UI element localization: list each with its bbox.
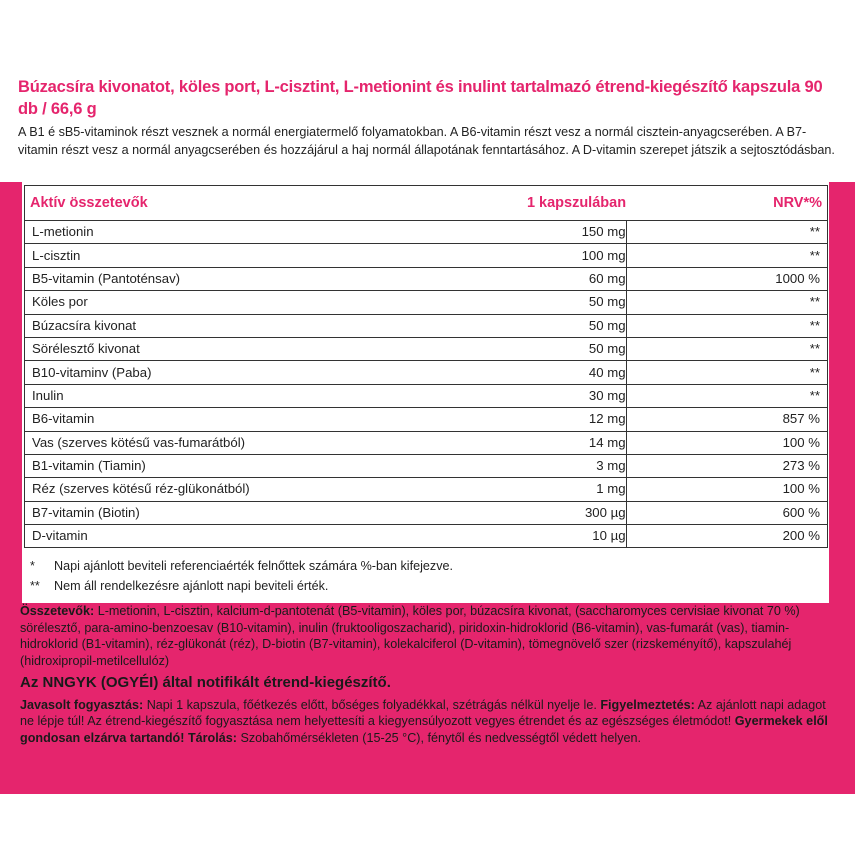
health-claims: A B1 é sB5-vitaminok részt vesznek a normál energiatermelő folyamatokban. A B6-vitamin részt vesz a normál cisztein-anyagcserében. A B7-vitamin részt vesz a normál anyagcserében és hozzájárul a haj normál állapotának fenntartásához. A D-vitamin szerepet játszik a sejtosztódásban.	[18, 125, 835, 157]
footnote	[30, 556, 820, 576]
ingredient-quantity: 30 mg	[392, 384, 626, 407]
ingredient-name: B10-vitaminv (Paba)	[25, 361, 393, 384]
ingredient-nrv: **	[626, 337, 827, 360]
ingredient-quantity: 10 µg	[392, 525, 626, 548]
ingredient-name: B6-vitamin	[25, 408, 393, 431]
header-per-capsule: 1 kapszulában	[392, 186, 626, 221]
ingredient-quantity: 100 mg	[392, 244, 626, 267]
table-row	[25, 244, 828, 267]
footnote	[30, 576, 820, 596]
ingredient-quantity: 50 mg	[392, 291, 626, 314]
nutrition-table-body	[25, 221, 828, 548]
ingredient-quantity: 60 mg	[392, 267, 626, 290]
ingredient-nrv: 1000 %	[626, 267, 827, 290]
ingredient-quantity: 50 mg	[392, 314, 626, 337]
ingredient-name: L-cisztin	[25, 244, 393, 267]
ingredient-nrv: **	[626, 361, 827, 384]
ingredient-nrv: **	[626, 384, 827, 407]
ingredients-text: L-metionin, L-cisztin, kalcium-d-pantotenát (B5-vitamin), köles por, búzacsíra kivonat, (saccharomyces cervisiae kivonat 70 %) sörélesztő, para-amino-benzoesav (B10-vitamin), inulin (fruktooligoszacharid), piridoxin-hidroklorid (B6-vitamin), vas-fumarát (vas), tiamin-hidroklorid (B1-vitamin), réz-glükonát (réz), D-biotin (B7-vitamin), kolekalciferol (D-vitamin), tömegnövelő szer (rizskeményítő), kapszulahéj (hidroxipropil-metilcellulóz)	[20, 604, 800, 668]
table-row	[25, 478, 828, 501]
ingredient-name: Inulin	[25, 384, 393, 407]
storage-label: Tárolás:	[187, 730, 237, 745]
ingredient-quantity: 300 µg	[392, 501, 626, 524]
ingredient-nrv: 273 %	[626, 454, 827, 477]
footnotes	[30, 556, 820, 596]
ingredient-quantity: 50 mg	[392, 337, 626, 360]
footnote-mark: *	[30, 559, 35, 573]
ingredient-name: Vas (szerves kötésű vas-fumarátból)	[25, 431, 393, 454]
ingredient-quantity: 1 mg	[392, 478, 626, 501]
ingredient-name: L-metionin	[25, 221, 393, 244]
product-details	[20, 603, 835, 746]
ingredient-nrv: **	[626, 291, 827, 314]
ingredient-nrv: 857 %	[626, 408, 827, 431]
ingredient-nrv: **	[626, 314, 827, 337]
warning-label: Figyelmeztetés:	[600, 697, 695, 712]
ingredient-nrv: 100 %	[626, 431, 827, 454]
ingredient-name: Réz (szerves kötésű réz-glükonátból)	[25, 478, 393, 501]
children-warning: Gyermekek elől gondosan elzárva tartandó!	[20, 714, 828, 745]
table-row	[25, 221, 828, 244]
footnote-text: Nem áll rendelkezésre ajánlott napi beviteli érték.	[54, 579, 329, 593]
nutrition-table	[24, 185, 828, 548]
ingredient-quantity: 3 mg	[392, 454, 626, 477]
table-row	[25, 267, 828, 290]
table-row	[25, 525, 828, 548]
header-active-ingredients: Aktív összetevők	[25, 186, 393, 221]
usage-label: Javasolt fogyasztás:	[20, 697, 144, 712]
table-row	[25, 384, 828, 407]
product-title: Búzacsíra kivonatot, köles port, L-cisztint, L-metionint és inulint tartalmazó étrend-kiegészítő kapszula 90 db / 66,6 g	[18, 78, 823, 118]
table-row	[25, 431, 828, 454]
storage-text: Szobahőmérsékleten (15-25 °C), fénytől és nedvességtől védett helyen.	[240, 730, 642, 745]
table-row	[25, 361, 828, 384]
header-nrv: NRV*%	[626, 186, 827, 221]
ingredient-name: Sörélesztő kivonat	[25, 337, 393, 360]
ingredient-quantity: 40 mg	[392, 361, 626, 384]
ingredient-quantity: 12 mg	[392, 408, 626, 431]
ingredient-nrv: **	[626, 221, 827, 244]
footnote-text: Napi ajánlott beviteli referenciaérték felnőttek számára %-ban kifejezve.	[54, 559, 454, 573]
ingredients-label: Összetevők:	[20, 604, 95, 618]
table-row	[25, 337, 828, 360]
usage-paragraph	[20, 697, 835, 747]
footnote-mark: **	[30, 579, 40, 593]
table-header-row	[25, 186, 828, 221]
ingredient-name: Köles por	[25, 291, 393, 314]
table-row	[25, 454, 828, 477]
ingredient-nrv: 200 %	[626, 525, 827, 548]
ingredient-quantity: 14 mg	[392, 431, 626, 454]
ingredient-name: D-vitamin	[25, 525, 393, 548]
ingredient-nrv: 600 %	[626, 501, 827, 524]
table-row	[25, 314, 828, 337]
usage-text: Napi 1 kapszula, főétkezés előtt, bőséges folyadékkal, szétrágás nélkül nyelje le.	[146, 697, 597, 712]
warning-text: Az ajánlott napi adagot ne lépje túl! Az étrend-kiegészítő fogyasztása nem helyettesíti a kiegyensúlyozott vegyes étrendet és az egészséges életmódot!	[20, 697, 826, 728]
ingredient-name: B1-vitamin (Tiamin)	[25, 454, 393, 477]
notification-statement: Az NNGYK (OGYÉI) által notifikált étrend-kiegészítő.	[20, 674, 391, 691]
ingredient-nrv: **	[626, 244, 827, 267]
table-row	[25, 501, 828, 524]
ingredient-name: B7-vitamin (Biotin)	[25, 501, 393, 524]
table-row	[25, 408, 828, 431]
ingredient-nrv: 100 %	[626, 478, 827, 501]
table-row	[25, 291, 828, 314]
ingredient-name: Búzacsíra kivonat	[25, 314, 393, 337]
ingredients-paragraph	[20, 603, 835, 669]
ingredient-quantity: 150 mg	[392, 221, 626, 244]
ingredient-name: B5-vitamin (Pantoténsav)	[25, 267, 393, 290]
